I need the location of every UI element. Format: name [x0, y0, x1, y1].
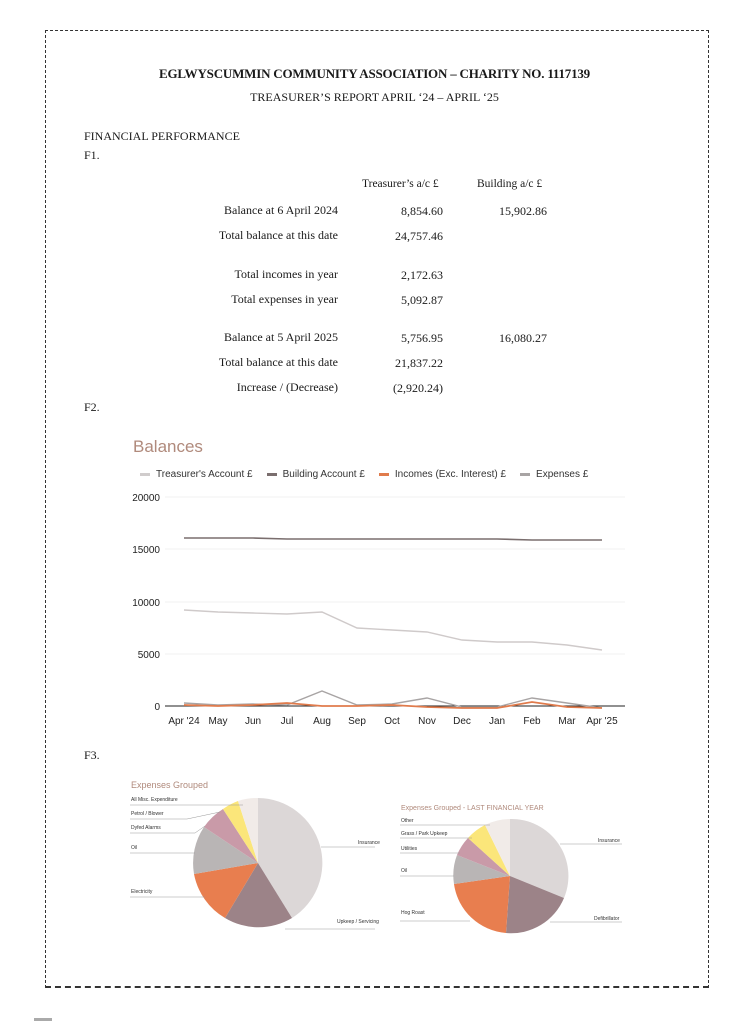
- treasurer-value: 21,837.22: [395, 356, 443, 370]
- x-axis-ticks: [168, 716, 618, 727]
- series-building-account: [184, 538, 602, 540]
- pie2-label: Grass / Park Upkeep: [401, 831, 448, 837]
- svg-text:Apr '24: Apr '24: [168, 716, 200, 727]
- svg-text:Jun: Jun: [244, 716, 262, 727]
- legend-swatch: [379, 473, 389, 476]
- treasurer-value: 5,092.87: [401, 293, 443, 307]
- treasurer-value: 2,172.63: [401, 268, 443, 282]
- col-header-treasurer: Treasurer’s a/c £: [362, 178, 439, 190]
- pie2-label: Other: [401, 818, 414, 824]
- pie2-label: Hog Roast: [401, 910, 425, 916]
- legend-swatch: [140, 473, 150, 476]
- pie2-slices: [453, 819, 568, 933]
- svg-text:15000: 15000: [132, 545, 160, 556]
- pie1-label: Oil: [131, 845, 138, 851]
- svg-text:Feb: Feb: [523, 716, 541, 727]
- treasurer-value: 24,757.46: [395, 229, 443, 243]
- pie2-label: Oil: [401, 868, 408, 874]
- legend-item: [267, 469, 365, 480]
- pie2-label: Defibrillator: [594, 916, 620, 922]
- document-title: EGLWYSCUMMIN COMMUNITY ASSOCIATION – CHARITY NO. 1117139: [159, 66, 590, 81]
- svg-text:20000: 20000: [132, 493, 160, 504]
- f3-label: F3.: [84, 748, 100, 762]
- row-label: Balance at 6 April 2024: [224, 203, 338, 217]
- svg-text:Jul: Jul: [280, 716, 294, 727]
- pie2-label: Insurance: [598, 838, 620, 844]
- legend-swatch: [520, 473, 530, 476]
- svg-text:Apr '25: Apr '25: [586, 716, 618, 727]
- legend-label: Building Account £: [282, 469, 365, 480]
- pie1-label: Petrol / Blower: [131, 811, 164, 817]
- svg-text:Dec: Dec: [453, 716, 471, 727]
- legend-label: Expenses £: [536, 469, 589, 480]
- svg-text:10000: 10000: [132, 598, 160, 609]
- row-label: Total expenses in year: [231, 292, 338, 306]
- svg-text:5000: 5000: [137, 650, 160, 661]
- treasurer-value: (2,920.24): [393, 381, 443, 395]
- treasurer-value: 8,854.60: [401, 204, 443, 218]
- svg-text:Sep: Sep: [348, 716, 366, 727]
- series-treasurers-account: [184, 610, 602, 650]
- series-incomes: [184, 702, 602, 708]
- y-axis-ticks: [132, 493, 160, 713]
- pie1-label: Dyfed Alarms: [131, 825, 161, 831]
- row-label: Total balance at this date: [218, 355, 338, 369]
- f2-label: F2.: [84, 400, 100, 414]
- legend-label: Treasurer's Account £: [156, 469, 253, 480]
- treasurer-value: 5,756.95: [401, 331, 443, 345]
- svg-text:Jan: Jan: [488, 716, 506, 727]
- legend-swatch: [267, 473, 277, 476]
- pie1-title: Expenses Grouped: [131, 780, 209, 790]
- line-chart: [120, 488, 630, 738]
- line-chart-title: Balances: [133, 437, 203, 456]
- pie1-label: Insurance: [358, 840, 380, 846]
- f1-label: F1.: [84, 148, 100, 162]
- svg-text:Mar: Mar: [558, 716, 576, 727]
- col-header-building: Building a/c £: [477, 178, 543, 190]
- pie1-label: All Misc. Expenditure: [131, 797, 178, 803]
- legend-item: [520, 469, 588, 480]
- row-label: Increase / (Decrease): [236, 380, 338, 394]
- legend-item: [140, 469, 253, 480]
- svg-text:Aug: Aug: [313, 716, 331, 727]
- pie1-slices: [193, 798, 322, 927]
- svg-text:Oct: Oct: [384, 716, 400, 727]
- pie2-title: Expenses Grouped - LAST FINANCIAL YEAR: [401, 805, 544, 812]
- building-value: 16,080.27: [499, 331, 547, 345]
- row-label: Total balance at this date: [218, 228, 338, 242]
- document-subtitle: TREASURER’S REPORT APRIL ‘24 – APRIL ‘25: [250, 90, 499, 104]
- row-label: Balance at 5 April 2025: [224, 330, 338, 344]
- line-chart-legend: [140, 469, 588, 480]
- pie2-label: Utilities: [401, 846, 418, 852]
- section-title: FINANCIAL PERFORMANCE: [84, 129, 240, 143]
- row-label: Total incomes in year: [234, 267, 338, 281]
- svg-text:May: May: [208, 716, 228, 727]
- pie1-label: Upkeep / Servicing: [337, 919, 379, 925]
- svg-text:0: 0: [154, 702, 160, 713]
- legend-item: [379, 469, 506, 480]
- building-value: 15,902.86: [499, 204, 547, 218]
- legend-label: Incomes (Exc. Interest) £: [394, 469, 507, 480]
- scan-mark: [34, 1018, 52, 1021]
- svg-text:Nov: Nov: [418, 716, 436, 727]
- pie1-label: Electricity: [131, 889, 153, 895]
